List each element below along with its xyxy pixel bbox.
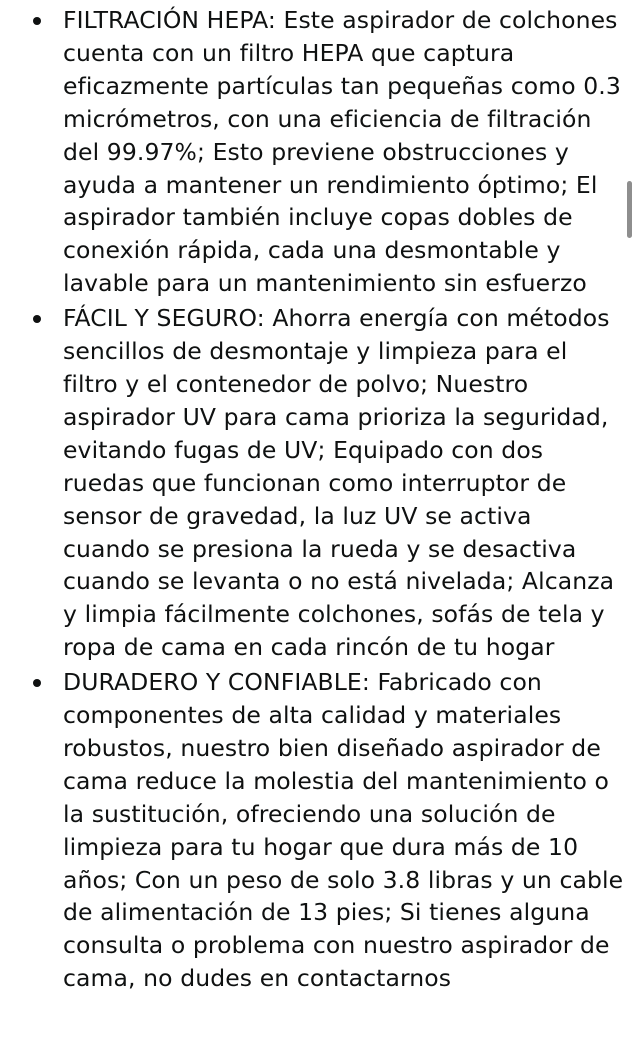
bullet-dot-icon bbox=[33, 679, 41, 687]
feature-bullet-hepa bbox=[0, 4, 640, 300]
bullet-dot-icon bbox=[33, 315, 41, 323]
scrollbar-thumb[interactable] bbox=[627, 181, 632, 238]
feature-bullet-durable bbox=[0, 666, 640, 995]
feature-bullet-text: FÁCIL Y SEGURO: Ahorra energía con métodos sencillos de desmontaje y limpieza para el filtro y el contenedor de polvo; Nuestro aspirador UV para cama prioriza la seguridad, evitando fugas de UV; Equipado con dos ruedas que funcionan como interruptor de sensor de gravedad, la luz UV se activa cuando se presiona la rueda y se desactiva cuando se levanta o no está nivelada; Alcanza y limpia fácilmente colchones, sofás de tela y ropa de cama en cada rincón de tu hogar bbox=[63, 304, 615, 662]
feature-bullet-list bbox=[0, 4, 640, 997]
bullet-dot-icon bbox=[33, 17, 41, 25]
feature-bullet-text: FILTRACIÓN HEPA: Este aspirador de colchones cuenta con un filtro HEPA que captura eficazmente partículas tan pequeñas como 0.3 micrómetros, con una eficiencia de filtración del 99.97%; Esto previene obstrucciones y ayuda a mantener un rendimiento óptimo; El aspirador también incluye copas dobles de conexión rápida, cada una desmontable y lavable para un mantenimiento sin esfuerzo bbox=[63, 6, 621, 298]
feature-bullet-text: DURADERO Y CONFIABLE: Fabricado con componentes de alta calidad y materiales robustos, nuestro bien diseñado aspirador de cama reduce la molestia del mantenimiento o la sustitución, ofreciendo una solución de limpieza para tu hogar que dura más de 10 años; Con un peso de solo 3.8 libras y un cable de alimentación de 13 pies; Si tienes alguna consulta o problema con nuestro aspirador de cama, no dudes en contactarnos bbox=[63, 668, 624, 993]
feature-bullet-easy-safe bbox=[0, 302, 640, 664]
